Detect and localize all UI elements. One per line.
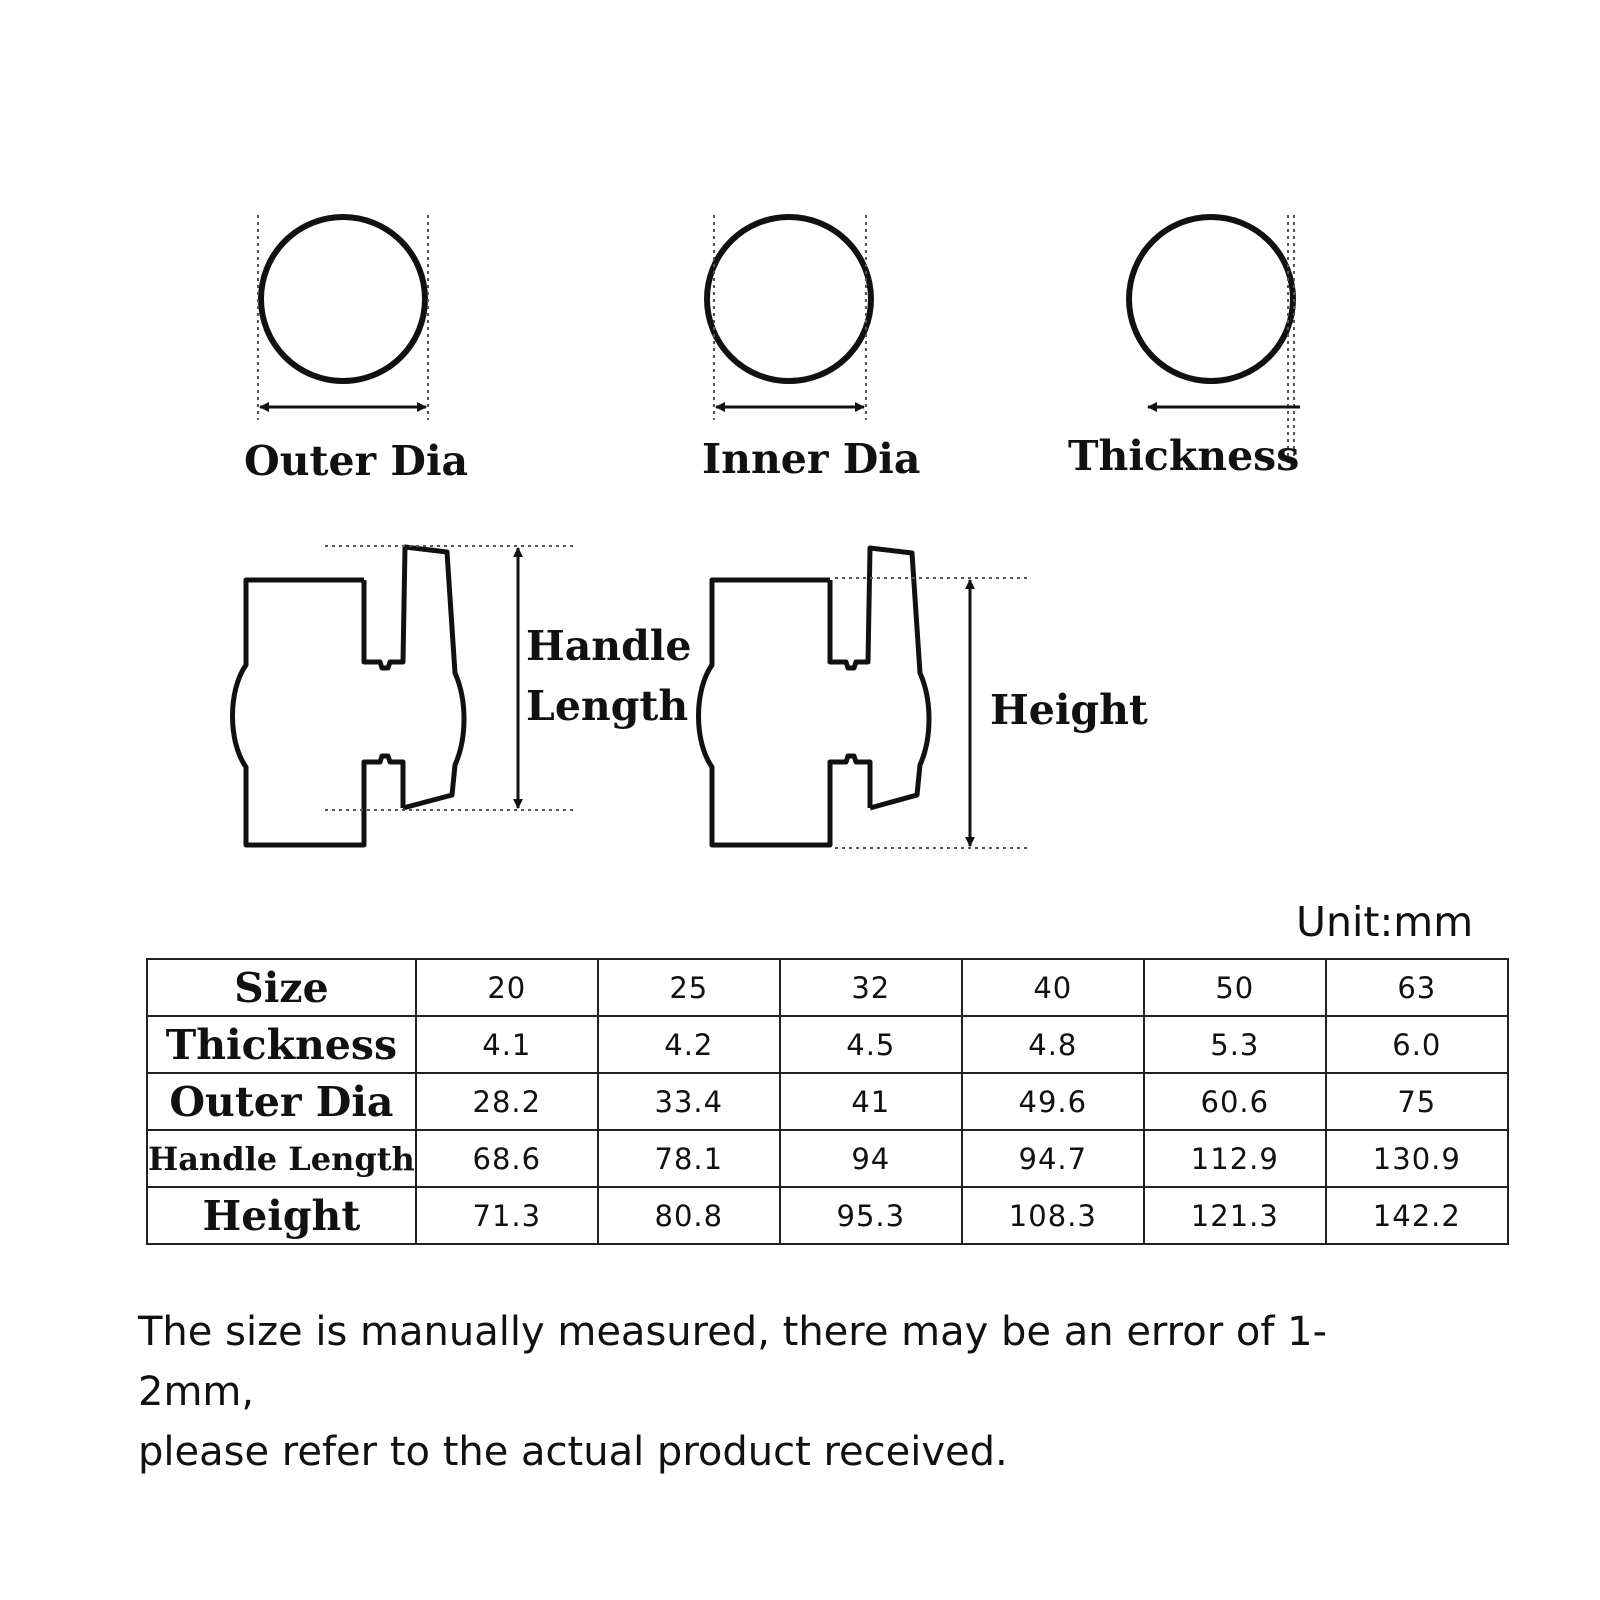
valve2-body-top <box>830 548 929 808</box>
table-row <box>147 1130 1508 1187</box>
height-label: Height <box>990 686 1148 734</box>
table-cell: 108.3 <box>962 1187 1144 1244</box>
table-cell: 4.2 <box>598 1016 780 1073</box>
table-cell: 28.2 <box>416 1073 598 1130</box>
table-cell: 75 <box>1326 1073 1508 1130</box>
valve-body-top <box>364 547 464 808</box>
table-cell: 41 <box>780 1073 962 1130</box>
valve2-body-left <box>699 580 871 845</box>
table-cell: 4.8 <box>962 1016 1144 1073</box>
table-cell: 33.4 <box>598 1073 780 1130</box>
table-cell: 6.0 <box>1326 1016 1508 1073</box>
table-cell: 49.6 <box>962 1073 1144 1130</box>
row-header: Size <box>147 959 416 1016</box>
handle-length-label-line1: Handle <box>526 622 692 670</box>
handle-length-label-line2: Length <box>526 682 689 730</box>
outer-dia-label: Outer Dia <box>244 437 469 485</box>
row-header: Outer Dia <box>147 1073 416 1130</box>
table-cell: 121.3 <box>1144 1187 1326 1244</box>
note-line-1: The size is manually measured, there may be an error of 1-2mm, <box>138 1309 1328 1415</box>
thickness-ring <box>1129 217 1293 381</box>
table-row <box>147 1187 1508 1244</box>
thickness-figure <box>1068 215 1300 480</box>
row-header: Height <box>147 1187 416 1244</box>
row-header: Handle Length <box>147 1130 416 1187</box>
thickness-label: Thickness <box>1068 432 1300 480</box>
table-cell: 68.6 <box>416 1130 598 1187</box>
table-cell: 95.3 <box>780 1187 962 1244</box>
measurement-note <box>138 1302 1438 1482</box>
table-cell: 50 <box>1144 959 1326 1016</box>
valve-body-left <box>233 580 404 845</box>
table-cell: 112.9 <box>1144 1130 1326 1187</box>
outer-dia-ring <box>261 217 425 381</box>
inner-dia-ring <box>707 217 871 381</box>
table-cell: 32 <box>780 959 962 1016</box>
table-cell: 80.8 <box>598 1187 780 1244</box>
table-cell: 71.3 <box>416 1187 598 1244</box>
table-cell: 20 <box>416 959 598 1016</box>
table-cell: 5.3 <box>1144 1016 1326 1073</box>
table-cell: 40 <box>962 959 1144 1016</box>
table-cell: 25 <box>598 959 780 1016</box>
unit-label: Unit:mm <box>1296 898 1474 946</box>
table-cell: 63 <box>1326 959 1508 1016</box>
table-cell: 60.6 <box>1144 1073 1326 1130</box>
row-header: Thickness <box>147 1016 416 1073</box>
size-spec-table <box>146 958 1509 1245</box>
table-cell: 4.5 <box>780 1016 962 1073</box>
outer-dia-figure <box>244 215 468 485</box>
valve-handle-length-figure <box>233 546 692 845</box>
table-cell: 4.1 <box>416 1016 598 1073</box>
note-line-2: please refer to the actual product received. <box>138 1429 1008 1475</box>
table-row <box>147 1016 1508 1073</box>
table-cell: 94 <box>780 1130 962 1187</box>
table-cell: 142.2 <box>1326 1187 1508 1244</box>
table-cell: 94.7 <box>962 1130 1144 1187</box>
inner-dia-label: Inner Dia <box>702 435 921 483</box>
table-row <box>147 959 1508 1016</box>
table-cell: 130.9 <box>1326 1130 1508 1187</box>
inner-dia-figure <box>702 215 920 483</box>
table-cell: 78.1 <box>598 1130 780 1187</box>
table-row <box>147 1073 1508 1130</box>
valve-height-figure <box>699 548 1148 848</box>
